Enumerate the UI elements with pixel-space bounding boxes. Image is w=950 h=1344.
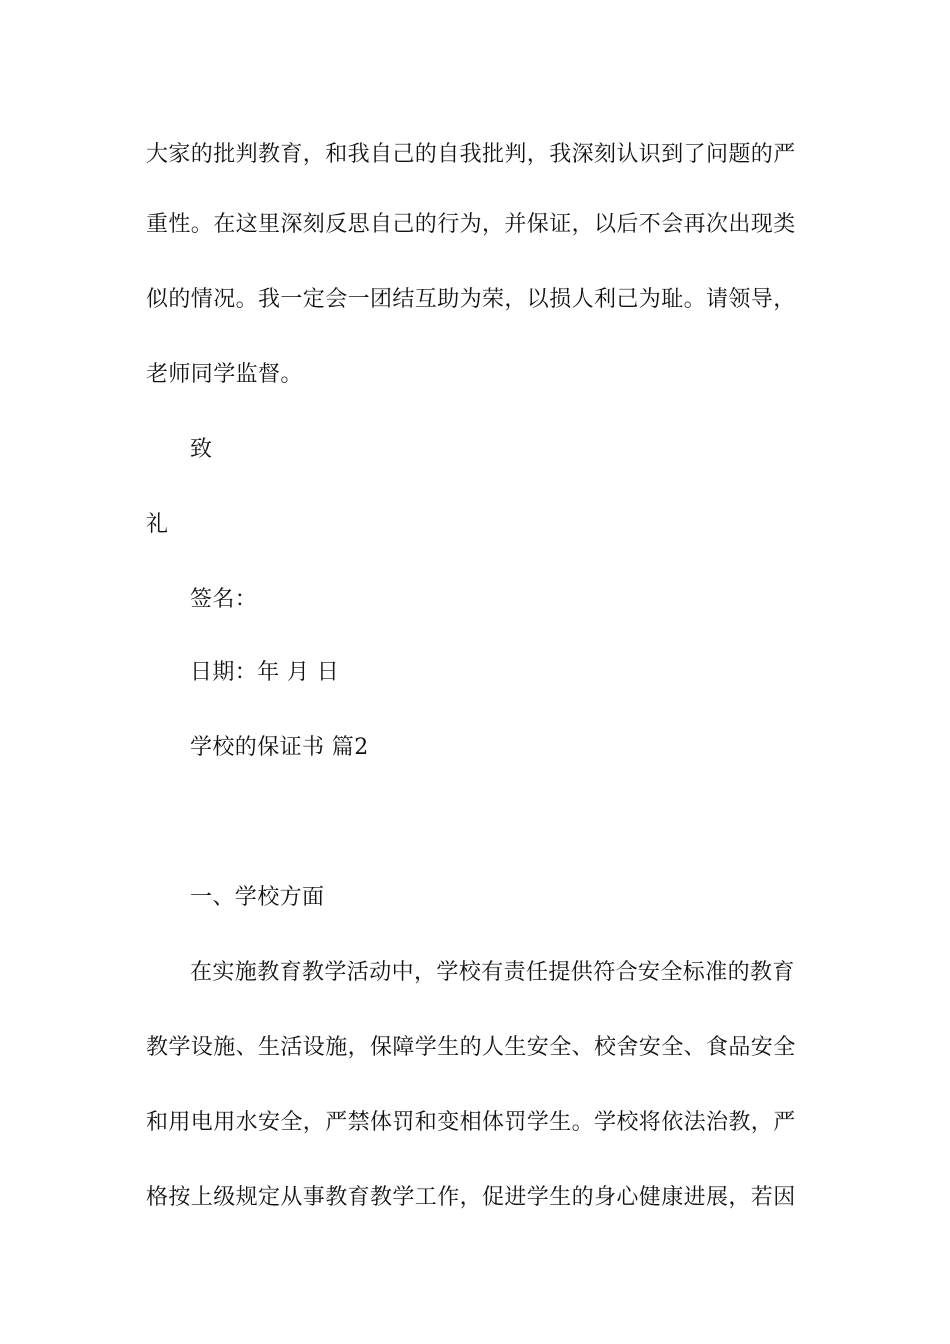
paragraph-line: 在实施教育教学活动中，学校有责任提供符合安全标准的教育 [190,960,795,985]
paragraph-line: 大家的批判教育，和我自己的自我批判，我深刻认识到了问题的严 [146,142,796,167]
section-title: 学校的保证书 篇2 [190,735,369,760]
paragraph-line: 似的情况。我一定会一团结互助为荣，以损人利己为耻。请领导， [146,287,796,312]
paragraph-line: 老师同学监督。 [146,362,303,387]
paragraph-line: 教学设施、生活设施，保障学生的人生安全、校舍安全、食品安全 [146,1035,796,1060]
closing-li: 礼 [146,512,169,537]
paragraph-line: 格按上级规定从事教育教学工作，促进学生的身心健康进展，若因 [146,1185,796,1210]
heading-school: 一、学校方面 [190,885,325,910]
paragraph-line: 重性。在这里深刻反思自己的行为，并保证，以后不会再次出现类 [146,212,796,237]
paragraph-line: 和用电用水安全，严禁体罚和变相体罚学生。学校将依法治教，严 [146,1110,796,1135]
date-line: 日期：年 月 日 [190,660,340,685]
signature-line: 签名： [190,587,258,612]
closing-zhi: 致 [190,437,213,462]
